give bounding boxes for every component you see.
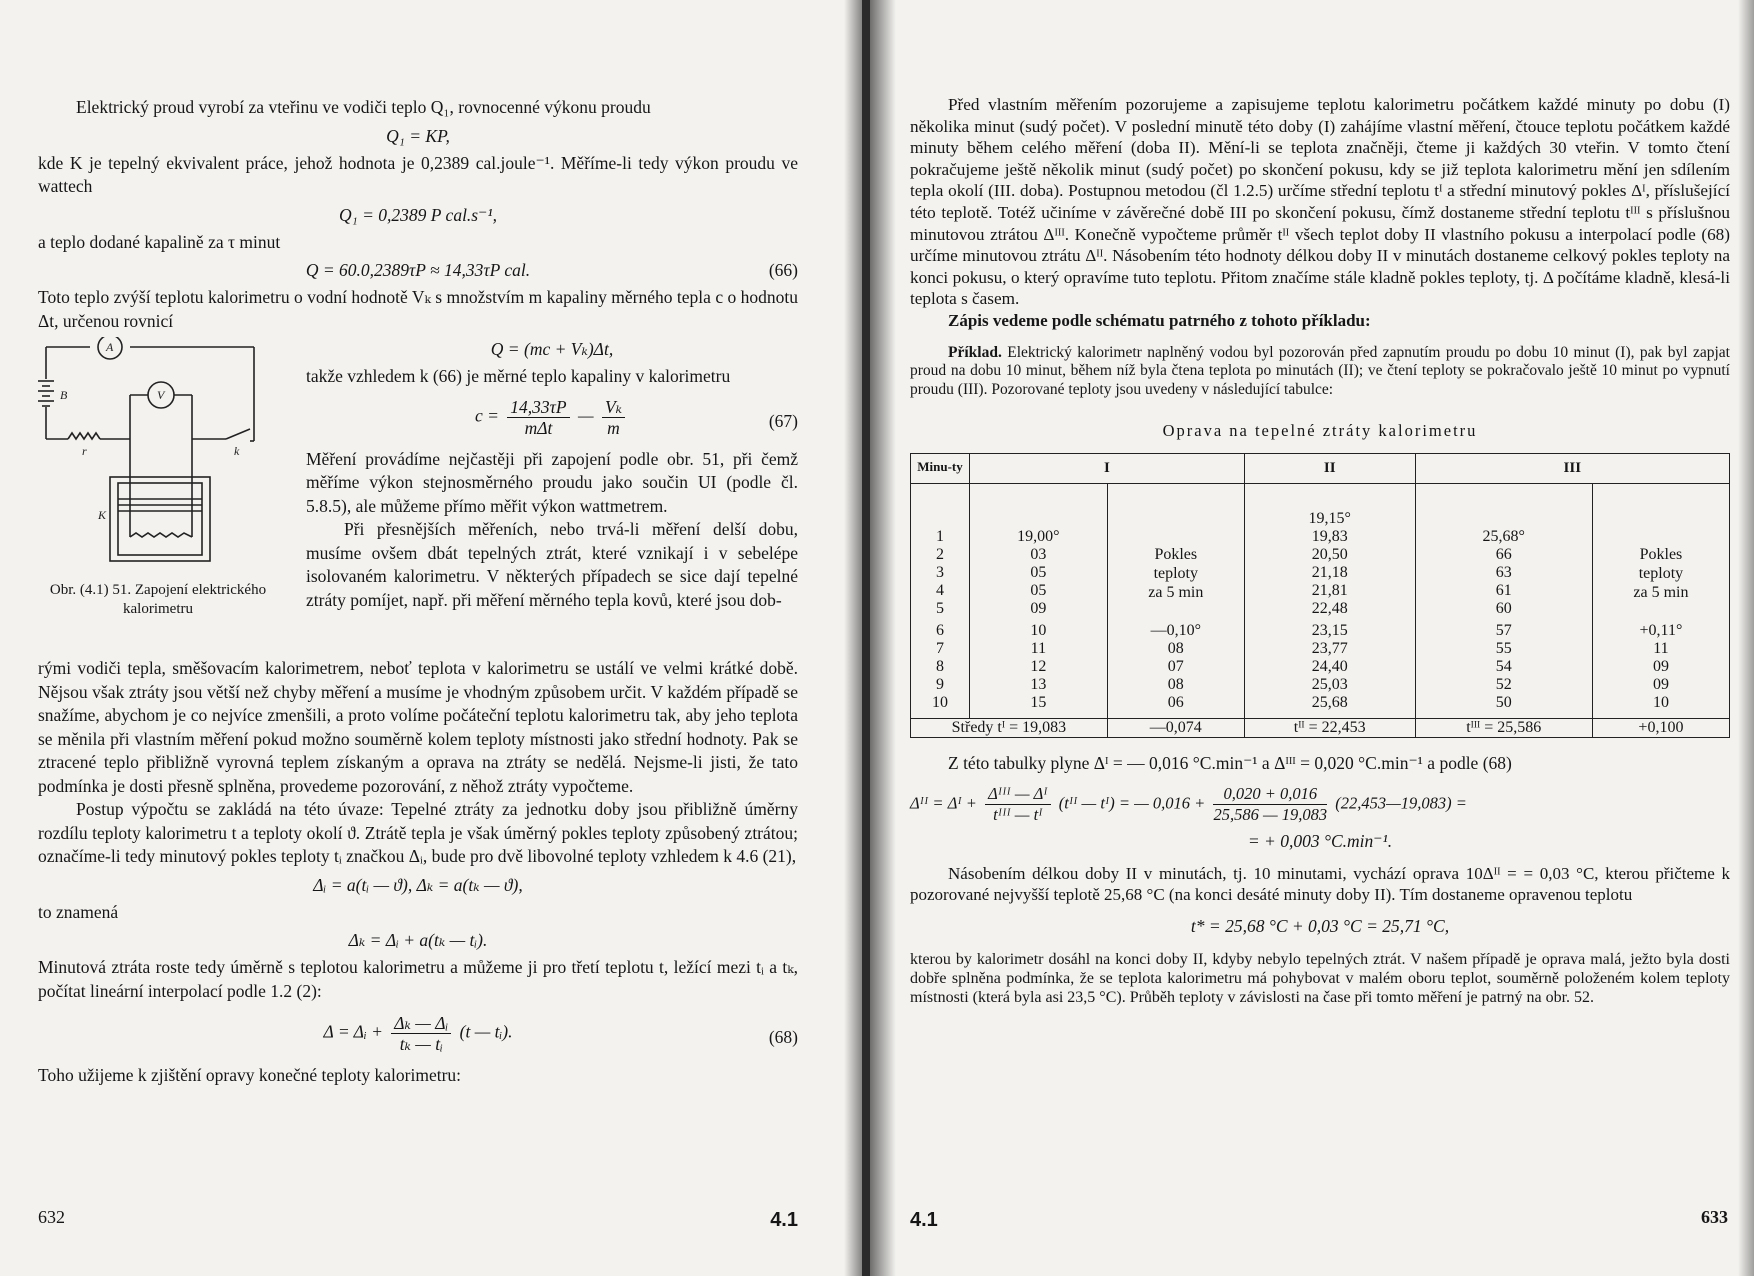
equation-delta-pair: Δᵢ = a(tᵢ — ϑ), Δₖ = a(tₖ — ϑ), (313, 874, 523, 895)
fraction-numerator: 0,020 + 0,016 (1213, 784, 1327, 805)
equation-68-lhs: Δ = Δᵢ + (323, 1021, 383, 1042)
gutter-shadow (844, 0, 862, 1276)
temp-value: 23,77 (1311, 640, 1348, 658)
note-line: za 5 min (1148, 583, 1204, 601)
header-period-3: III (1415, 454, 1729, 484)
temps-III-6-10 (1415, 618, 1592, 719)
equation-q1: Q₁ = KP, (386, 125, 450, 146)
equation-q1-watts: Q₁ = 0,2389 P cal.s⁻¹, (339, 204, 497, 225)
temp-value: 61 (1495, 582, 1512, 600)
page-number-left: 632 (38, 1207, 65, 1227)
summary-d1: —0,074 (1107, 719, 1244, 738)
temp-value: 09 (1030, 600, 1047, 618)
note-III (1592, 484, 1729, 619)
right-paragraph-3: Z této tabulky plyne Δᴵ = — 0,016 °C.min⁻¹ a Δᴵᴵᴵ = 0,020 °C.min⁻¹ a podle (68) (948, 753, 1512, 774)
summary-t2: tᴵᴵ = 22,453 (1244, 719, 1415, 738)
drop-value: 08 (1167, 640, 1184, 658)
left-paragraph-11: Toho užijeme k zjištění opravy konečné teploty kalorimetru: (38, 1065, 462, 1085)
left-paragraph-7a: Při přesnějších měřeních, nebo trvá-li měření delší dobu, musíme ovšem dbát tepelných ztrát, které vznikají i v sebelépe isolovaném kalorimetru. V některých případech se sice dají tepelné ztráty pomíjet, např. při měření měrného tepla kovů, které jsou dob- (306, 519, 798, 610)
minute-value: 9 (936, 676, 944, 694)
fraction-2-denominator: m (607, 417, 620, 438)
figure-51 (38, 337, 278, 619)
drop-value: 07 (1167, 658, 1184, 676)
fraction-numerator: Δᴵᴵᴵ — Δᴵ (985, 784, 1051, 805)
drop-value: 06 (1167, 694, 1184, 712)
fraction-1-numerator: 14,33τP (507, 397, 569, 418)
temp-value: 24,40 (1311, 658, 1348, 676)
temp-value: 50 (1495, 694, 1512, 712)
equation-67 (306, 397, 798, 438)
correction-table (910, 453, 1730, 738)
minute-value: 8 (936, 658, 944, 676)
table-title: Oprava na tepelné ztráty kalorimetru (1162, 421, 1478, 441)
header-period-1: I (970, 454, 1245, 484)
note-line: Pokles (1639, 545, 1683, 563)
temp-value: 23,15 (1311, 622, 1348, 640)
temp-value: 13 (1030, 676, 1047, 694)
note-line: teploty (1153, 564, 1198, 582)
equation-67-number: (67) (768, 410, 798, 431)
temp-value: 25,68° (1482, 528, 1525, 546)
left-paragraph-6: Měření provádíme nejčastěji při zapojení podle obr. 51, při čemž měříme výkon stejnosměrného proudu jako součin UI (podle čl. 5.8.5), ale můžeme přímo měřit výkon wattmetrem. (306, 448, 798, 516)
drop-value: +0,11° (1639, 622, 1683, 640)
note-I (1107, 484, 1244, 619)
header-period-2: II (1244, 454, 1415, 484)
temp-value: 19,00° (1017, 528, 1060, 546)
minute-value: 10 (932, 694, 948, 712)
equation-66-number: (66) (768, 260, 798, 280)
note-line: teploty (1638, 564, 1684, 582)
equation-66 (38, 258, 798, 282)
temp-value: 60 (1495, 600, 1512, 618)
equation-68-rhs: (t — tᵢ). (459, 1021, 513, 1042)
temp-value: 05 (1030, 564, 1047, 582)
drop-value: —0,10° (1150, 622, 1201, 640)
equation-delta-2 (910, 784, 1730, 825)
minutes-6-10 (911, 618, 970, 719)
fraction-2-numerator: Vₖ (602, 397, 625, 418)
temp-value: 22,48 (1311, 600, 1348, 618)
temps-I-1-5 (970, 484, 1108, 619)
figure-label-a: A (106, 340, 114, 354)
equation-delta-2-rhs: (22,453—19,083) = (1335, 793, 1467, 813)
equation-delta-2-result: = + 0,003 °C.min⁻¹. (1247, 830, 1393, 851)
minute-value: 1 (936, 528, 944, 546)
figure-label-r: r (82, 444, 87, 458)
temp-value: 66 (1495, 546, 1512, 564)
equation-q-heat: Q = (mc + Vₖ)Δt, (490, 339, 614, 359)
fraction-1-denominator: mΔt (524, 417, 553, 438)
fraction-denominator: tᴵᴵᴵ — tᴵ (993, 804, 1043, 824)
header-minuty: Minu-ty (911, 454, 970, 484)
temp-value: 19,83 (1311, 528, 1348, 546)
example-text: Elektrický kalorimetr naplněný vodou byl pozorován před zapnutím proudu po dobu 10 minut (I), pak byl zapjat proud na dobu 10 minut, během níž byla čtena teplota po minutách (II); ve čtení teploty se pokračovalo ještě 10 minut po vypnutí proudu (III). Pozorované teploty jsou uvedeny v následující tabulce: (910, 343, 1730, 398)
temp-value: 63 (1495, 564, 1512, 582)
equation-delta-k: Δₖ = Δᵢ + a(tₖ — tᵢ). (348, 930, 488, 950)
temp-value: 19,15° (1308, 510, 1351, 528)
figure-label-kalorimetr: K (98, 508, 107, 522)
figure-label-k: k (234, 444, 240, 458)
figure-label-b: B (60, 388, 68, 402)
equation-delta-2-fraction-2 (1213, 784, 1327, 825)
left-paragraph-7b: rými vodiči tepla, směšovacím kalorimetrem, neboť teplota v kalorimetru se ustálí ve velmi krátké době. Nějsou však ztráty jsou větší než chyby měření a musíme je vhodným způsobem určit. V každém případě se snažíme, abychom je co nejvíce zmenšili, a proto volíme počáteční teplotu kalorimetru tak, aby jeho teplota se měnila při vlastním měření pokud možno souměrně kolem teploty místnosti jako střední hodnoty. Pak se ztracené teplo přibližně vyrovná teplem získaným a oprava na ztráty se nedělá. Nejsme-li jisti, že tato podmínka je dosti přesně splněna, provedeme pozorování, z něhož ztráty vypočteme. (38, 658, 798, 796)
temp-value: 03 (1030, 546, 1047, 564)
table-summary-row (911, 719, 1730, 738)
equation-66-text: Q = 60.0,2389τP ≈ 14,33τP cal. (305, 260, 531, 280)
temp-value: 21,81 (1311, 582, 1348, 600)
equation-67-minus: — (578, 405, 594, 426)
temps-III-1-5 (1415, 484, 1592, 619)
equation-68-denominator: tₖ — tᵢ (399, 1034, 443, 1054)
minute-value: 5 (936, 600, 944, 618)
figure-caption: Obr. (4.1) 51. Zapojení elektrického kalorimetru (49, 582, 267, 617)
equation-67-lhs: c = (474, 405, 499, 426)
gutter-shadow-right (870, 0, 896, 1276)
temp-value: 57 (1495, 622, 1512, 640)
figure-label-v: V (157, 388, 165, 402)
circuit-diagram (38, 337, 278, 575)
minute-value: 3 (936, 564, 944, 582)
minute-value: 4 (936, 582, 944, 600)
equation-68-number: (68) (768, 1027, 798, 1047)
drop-value: 10 (1652, 694, 1669, 712)
figure-block (38, 337, 798, 637)
temp-value: 55 (1495, 640, 1512, 658)
minute-value: 6 (936, 622, 944, 640)
equation-68 (38, 1013, 798, 1054)
equation-delta-2-fraction-1 (985, 784, 1051, 825)
minute-value: 2 (936, 546, 944, 564)
minute-value: 7 (936, 640, 944, 658)
temp-value: 10 (1030, 622, 1047, 640)
temps-I-6-10 (970, 618, 1108, 719)
right-page (870, 0, 1754, 1276)
example-label: Příklad. (948, 343, 1002, 361)
temp-value: 05 (1030, 582, 1047, 600)
temp-value: 21,18 (1311, 564, 1348, 582)
equation-68-fraction (391, 1013, 451, 1054)
text-beside-figure (306, 337, 798, 612)
page-number-right: 633 (1701, 1207, 1728, 1227)
equation-delta-2-lhs: Δᴵᴵ = Δᴵ + (910, 793, 977, 813)
left-paragraph-3: a teplo dodané kapalině za τ minut (38, 231, 281, 252)
table-header-row (911, 454, 1730, 484)
equation-67-fraction-1 (507, 397, 569, 438)
left-paragraph-4: Toto teplo zvýší teplotu kalorimetru o vodní hodnotě Vₖ s množstvím m kapaliny měrného tepla c o hodnotu Δt, určenou rovnicí (38, 287, 798, 331)
temp-value: 25,68 (1311, 694, 1348, 712)
drops-I-6-10 (1107, 618, 1244, 719)
temp-value: 54 (1495, 658, 1512, 676)
temps-II-1-5 (1244, 484, 1415, 619)
left-paragraph-10: Minutová ztráta roste tedy úměrně s teplotou kalorimetru a můžeme ji pro třetí teplotu t, ležící mezi tᵢ a tₖ, počítat lineární interpolací podle 1.2 (2): (38, 957, 798, 1001)
equation-corrected-temp: t* = 25,68 °C + 0,03 °C = 25,71 °C, (1190, 915, 1450, 936)
equation-67-fraction-2 (602, 397, 625, 438)
temp-value: 20,50 (1311, 546, 1348, 564)
note-line: za 5 min (1633, 583, 1689, 601)
example-paragraph (910, 344, 1730, 400)
summary-d3: +0,100 (1592, 719, 1729, 738)
drop-value: 09 (1652, 658, 1669, 676)
drop-value: 08 (1167, 676, 1184, 694)
right-paragraph-2: Zápis vedeme podle schématu patrného z tohoto příkladu: (948, 310, 1371, 330)
right-paragraph-1: Před vlastním měřením pozorujeme a zapisujeme teplotu kalorimetru počátkem každé minuty po dobu (I) několika minut (sudý počet). V poslední minutě této doby (I) zahájíme vlastní měření, čtouce teplotu počátkem každé minuty během celého měření (doba II). Mění-li se teplota značněji, čteme ji každých 30 vteřin. V tomto čtení pokračujeme ještě několik minut (sudý počet) po skončení pokusu, kdy se již teplota kalorimetru mění jen sdílením tepla okolí (III. doba). Postupnou metodou (čl 1.2.5) určíme střední teplotu tᴵ a střední minutový pokles Δᴵ, příslušející této teplotě. Totéž učiníme v závěrečné době III po skončení pokusu, čímž dostaneme střední teplotu tᴵᴵᴵ s příslušnou minutovou ztrátou Δᴵᴵᴵ. Konečně vypočteme průměr tᴵᴵ všech teplot doby II vlastního pokusu a interpolací podle (68) určíme minutovou ztrátu Δᴵᴵ. Násobením této hodnoty délkou doby II v minutách dostaneme celkový pokles teploty na konci pokusu, o který opravíme tuto teplotu. Přitom značíme stále kladně pokles teploty, tj. Δ počítáme kladně, klesá-li teplota s časem. (910, 95, 1730, 309)
temps-II-6-10 (1244, 618, 1415, 719)
left-paragraph-2: kde K je tepelný ekvivalent práce, jehož hodnota je 0,2389 cal.joule⁻¹. Měříme-li tedy výkon proudu ve wattech (38, 152, 798, 196)
summary-t1: Středy tᴵ = 19,083 (911, 719, 1108, 738)
drop-value: 09 (1652, 676, 1669, 694)
temp-value: 12 (1030, 658, 1047, 676)
right-paragraph-4: Násobením délkou doby II v minutách, tj. 10 minutami, vychází oprava 10Δᴵᴵ = = 0,03 °C, kterou přičteme k pozorované nejvyšší teplotě 25,68 °C (na konci desáté minuty doby II). Tím dostaneme opravenou teplotu (910, 863, 1730, 905)
minutes-1-5 (911, 484, 970, 619)
drop-value: 11 (1653, 640, 1669, 658)
temp-value: 15 (1030, 694, 1047, 712)
equation-delta-2-mid: (tᴵᴵ — tᴵ) = — 0,016 + (1058, 793, 1206, 813)
table-row-group-a (911, 484, 1730, 619)
note-line: Pokles (1154, 545, 1198, 563)
equation-68-numerator: Δₖ — Δᵢ (391, 1013, 451, 1034)
temp-value: 52 (1495, 676, 1512, 694)
temp-value: 11 (1030, 640, 1047, 658)
fraction-denominator: 25,586 — 19,083 (1213, 804, 1328, 824)
left-paragraph-9: to znamená (38, 901, 119, 922)
summary-t3: tᴵᴵᴵ = 25,586 (1415, 719, 1592, 738)
table-row-group-b (911, 618, 1730, 719)
right-paragraph-5: kterou by kalorimetr dosáhl na konci doby II, kdyby nebylo tepelných ztrát. V našem případě je oprava malá, ježto byla dosti dobře splněna podmínka, že se teplota kalorimetru má pohybovat v malém oboru teplot, souměrně položeném kolem teploty místnosti (která byla asi 23,5 °C). Průběh teploty v závislosti na čase při tomto měření je patrný na obr. 52. (910, 950, 1730, 1006)
left-page (0, 0, 862, 1276)
left-paragraph-8: Postup výpočtu se zakládá na této úvaze: Tepelné ztráty za jednotku doby jsou přibližně úměrny rozdílu teploty kalorimetru t a teploty okolí ϑ. Ztrátě tepla je však úměrný pokles teploty způsobený ztrátou; označíme-li tedy minutový pokles teploty tᵢ značkou Δᵢ, bude pro dvě libovolné teploty vzhledem k 4.6 (21), (38, 799, 798, 866)
temp-value: 25,03 (1311, 676, 1348, 694)
left-paragraph-5: takže vzhledem k (66) je měrné teplo kapaliny v kalorimetru (306, 366, 731, 386)
page-edge-shadow (1738, 0, 1754, 1276)
section-number-right: 4.1 (910, 1209, 938, 1231)
drops-III-6-10 (1592, 618, 1729, 719)
section-number-left: 4.1 (770, 1209, 798, 1231)
left-paragraph-1: Elektrický proud vyrobí za vteřinu ve vodiči teplo Q₁, rovnocenné výkonu proudu (76, 97, 651, 117)
